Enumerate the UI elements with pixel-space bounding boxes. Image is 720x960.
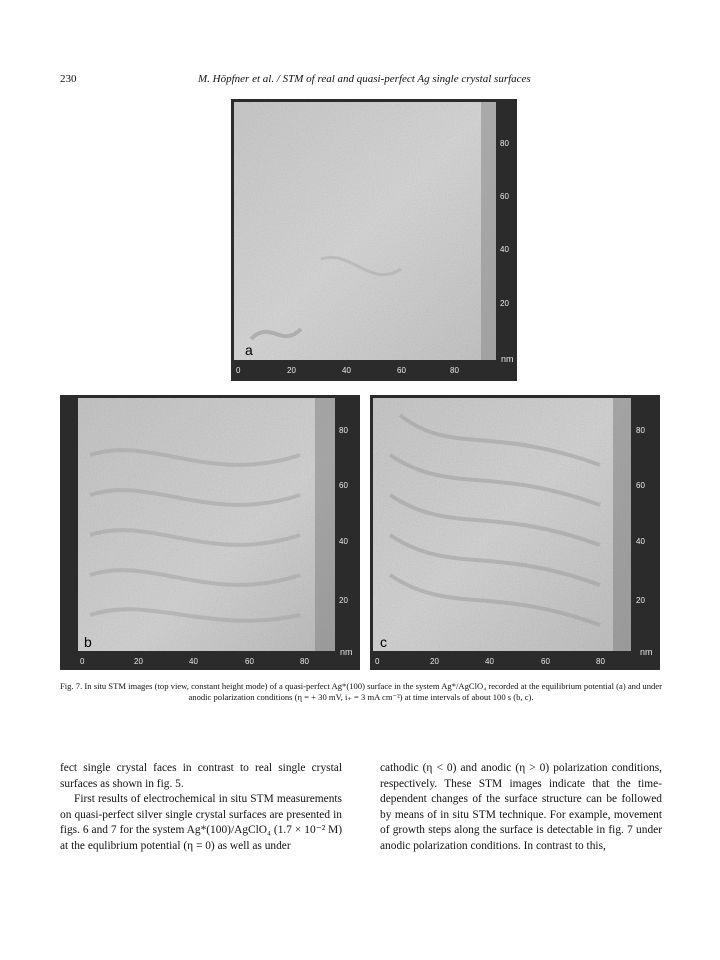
y-tick-a-60: 60 [500, 192, 509, 201]
y-tick-b-80: 80 [339, 426, 348, 435]
y-tick-b-60: 60 [339, 481, 348, 490]
right-column [380, 761, 662, 855]
stm-image-c [370, 395, 660, 670]
unit-label-b: nm [340, 647, 353, 657]
panel-letter-a: a [245, 342, 253, 358]
stm-image-panel-b [60, 395, 360, 670]
x-tick-c-80: 80 [596, 657, 605, 666]
x-tick-c-20: 20 [430, 657, 439, 666]
x-tick-a-80: 80 [450, 366, 459, 375]
x-tick-a-40: 40 [342, 366, 351, 375]
stm-image-a [231, 99, 517, 381]
y-tick-a-20: 20 [500, 299, 509, 308]
right-paragraph-1: cathodic (η < 0) and anodic (η > 0) polarization conditions, respectively. These STM images indicate that the time-dependent changes of the surface structure can be followed by means of in situ STM technique. For example, movement of growth steps along the surface is detectable in fig. 7 under anodic polarization conditions. In contrast to this, [380, 762, 662, 852]
y-tick-c-60: 60 [636, 481, 645, 490]
stm-image-b [60, 395, 360, 670]
x-tick-c-40: 40 [485, 657, 494, 666]
x-tick-b-40: 40 [189, 657, 198, 666]
x-tick-b-80: 80 [300, 657, 309, 666]
unit-label-c: nm [640, 647, 653, 657]
y-tick-c-40: 40 [636, 537, 645, 546]
running-header [60, 73, 660, 89]
y-tick-a-40: 40 [500, 245, 509, 254]
y-tick-b-40: 40 [339, 537, 348, 546]
x-tick-b-60: 60 [245, 657, 254, 666]
running-title: M. Höpfner et al. / STM of real and quasi-perfect Ag single crystal surfaces [198, 73, 531, 85]
figure-caption: Fig. 7. In situ STM images (top view, constant height mode) of a quasi-perfect Ag*(100) surface in the system Ag*/AgClO₄ recorded at the equilibrium potential (a) and under anodic polarization conditions (η = + 30 mV, i₊ = 3 mA cm⁻²) at time intervals of about 100 s (b, c). [60, 681, 662, 702]
panel-letter-c: c [380, 634, 387, 650]
x-tick-a-60: 60 [397, 366, 406, 375]
x-tick-b-20: 20 [134, 657, 143, 666]
y-tick-c-20: 20 [636, 596, 645, 605]
x-tick-a-20: 20 [287, 366, 296, 375]
panel-letter-b: b [84, 634, 92, 650]
page-number: 230 [60, 73, 77, 85]
left-column [60, 761, 342, 855]
y-tick-a-80: 80 [500, 139, 509, 148]
stm-image-panel-a [231, 99, 517, 381]
x-tick-b-0: 0 [80, 657, 85, 666]
left-paragraph-2: First results of electrochemical in situ STM measurements on quasi-perfect silver single crystal surfaces are presented in figs. 6 and 7 for the system Ag*(100)/AgClO₄ (1.7 × 10⁻² M) at the equlibrium potential (η = 0) as well as under [60, 793, 342, 852]
x-tick-c-60: 60 [541, 657, 550, 666]
unit-label-a: nm [501, 354, 514, 364]
stm-image-panel-c [370, 395, 660, 670]
x-tick-a-0: 0 [236, 366, 241, 375]
y-tick-c-80: 80 [636, 426, 645, 435]
left-paragraph-1: fect single crystal faces in contrast to real single crystal surfaces as shown in fig. 5. [60, 762, 342, 790]
y-tick-b-20: 20 [339, 596, 348, 605]
x-tick-c-0: 0 [375, 657, 380, 666]
